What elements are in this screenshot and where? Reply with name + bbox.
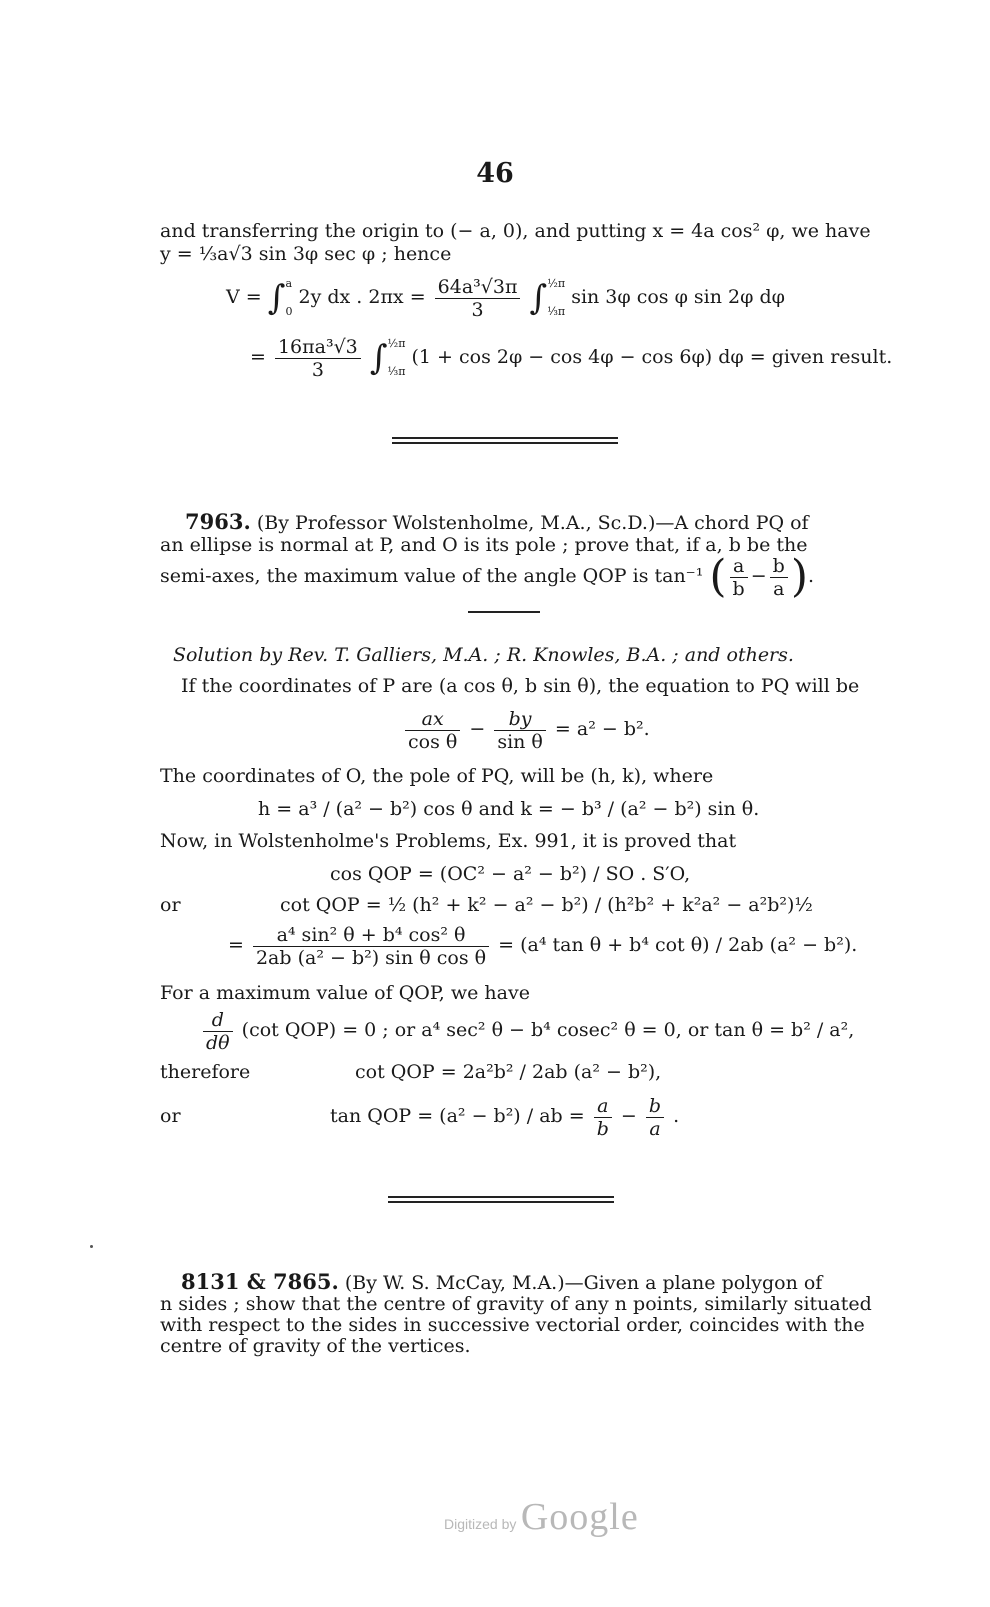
volume-equation-result: = $\frac{\text{16πa³√3}}{3}$ ∫ ½π ⅓π (1 + cos 2φ − cos 4φ − cos 6φ) dφ = given result. bbox=[250, 335, 893, 381]
line-equation-pq: $\frac{ax}{\text{cos θ}}$ − $\frac{by}{\text{sin θ}}$ = a² − b². bbox=[402, 705, 650, 753]
tan-result: tan QOP = (a² − b²) / ab = $\frac{a}{b}$ − $\frac{b}{a}$ . bbox=[330, 1094, 680, 1140]
solution-line-7: For a maximum value of QOP, we have bbox=[160, 982, 530, 1004]
section-divider-2 bbox=[388, 1196, 614, 1203]
margin-speck bbox=[90, 1245, 93, 1248]
solution-line-5: cos QOP = (OC² − a² − b²) / SO . S′O, bbox=[330, 863, 691, 885]
digitized-by-google-watermark: Digitized by Google bbox=[444, 1496, 639, 1538]
derivative-equation: $\frac{d}{d\theta}$ (cot QOP) = 0 ; or a⁴ sec² θ − b⁴ cosec² θ = 0, or tan θ = b² / a², bbox=[200, 1006, 854, 1054]
problem-8131-line-2: n sides ; show that the centre of gravity of any n points, similarly situated bbox=[160, 1293, 872, 1315]
section-divider bbox=[392, 437, 618, 444]
problem-8131-line-4: centre of gravity of the vertices. bbox=[160, 1335, 471, 1357]
problem-8131-line-3: with respect to the sides in successive vectorial order, coincides with the bbox=[160, 1314, 865, 1336]
or-label-2: or bbox=[160, 1105, 181, 1127]
solution-byline: Solution by Rev. T. Galliers, M.A. ; R. Knowles, B.A. ; and others. bbox=[173, 644, 794, 666]
problem-7963-line-1: 7963. (By Professor Wolstenholme, M.A., Sc.D.)—A chord PQ of bbox=[185, 509, 809, 534]
therefore-label: therefore bbox=[160, 1061, 251, 1083]
cot-equation: = $\frac{\text{a⁴ sin² θ + b⁴ cos² θ}}{\text{2ab (a² − b²) sin θ cos θ}}$ = (a⁴ tan θ + b⁴ cot θ) / 2ab (a² − b²). bbox=[228, 923, 858, 969]
problem-8131-line-1: 8131 & 7865. (By W. S. McCay, M.A.)—Given a plane polygon of bbox=[181, 1269, 823, 1294]
solution-line-2: The coordinates of O, the pole of PQ, will be (h, k), where bbox=[160, 765, 714, 787]
problem-number: 7963. bbox=[185, 509, 251, 534]
short-divider bbox=[468, 611, 540, 613]
problem-7963-line-3: semi-axes, the maximum value of the angle QOP is tan⁻¹ ( $\frac{a}{b}$ − $\frac{b}{a}$ ). bbox=[160, 551, 815, 602]
solution-line-9: cot QOP = 2a²b² / 2ab (a² − b²), bbox=[355, 1061, 662, 1083]
or-label-1: or bbox=[160, 894, 181, 916]
problem-7963-line-2: an ellipse is normal at P, and O is its pole ; prove that, if a, b be the bbox=[160, 534, 808, 556]
solution-line-3: h = a³ / (a² − b²) cos θ and k = − b³ / (a² − b²) sin θ. bbox=[258, 798, 760, 820]
solution-line-1: If the coordinates of P are (a cos θ, b sin θ), the equation to PQ will be bbox=[181, 675, 860, 697]
intro-line-1: and transferring the origin to (− a, 0), and putting x = 4a cos² φ, we have bbox=[160, 220, 871, 242]
page-number: 46 bbox=[476, 158, 514, 189]
intro-line-2: y = ⅓a√3 sin 3φ sec φ ; hence bbox=[160, 243, 452, 265]
google-logo: Google bbox=[520, 1496, 639, 1538]
solution-line-6: cot QOP = ½ (h² + k² − a² − b²) / (h²b² + k²a² − a²b²)½ bbox=[280, 894, 813, 916]
problem-number-2: 8131 & 7865. bbox=[181, 1269, 339, 1294]
volume-equation: V = ∫ a 0 2y dx . 2πx = $\frac{\text{64a³√3π}}{3}$ ∫ ½π ⅓π sin 3φ cos φ sin 2φ dφ bbox=[226, 275, 785, 321]
solution-line-4: Now, in Wolstenholme's Problems, Ex. 991, it is proved that bbox=[160, 830, 737, 852]
